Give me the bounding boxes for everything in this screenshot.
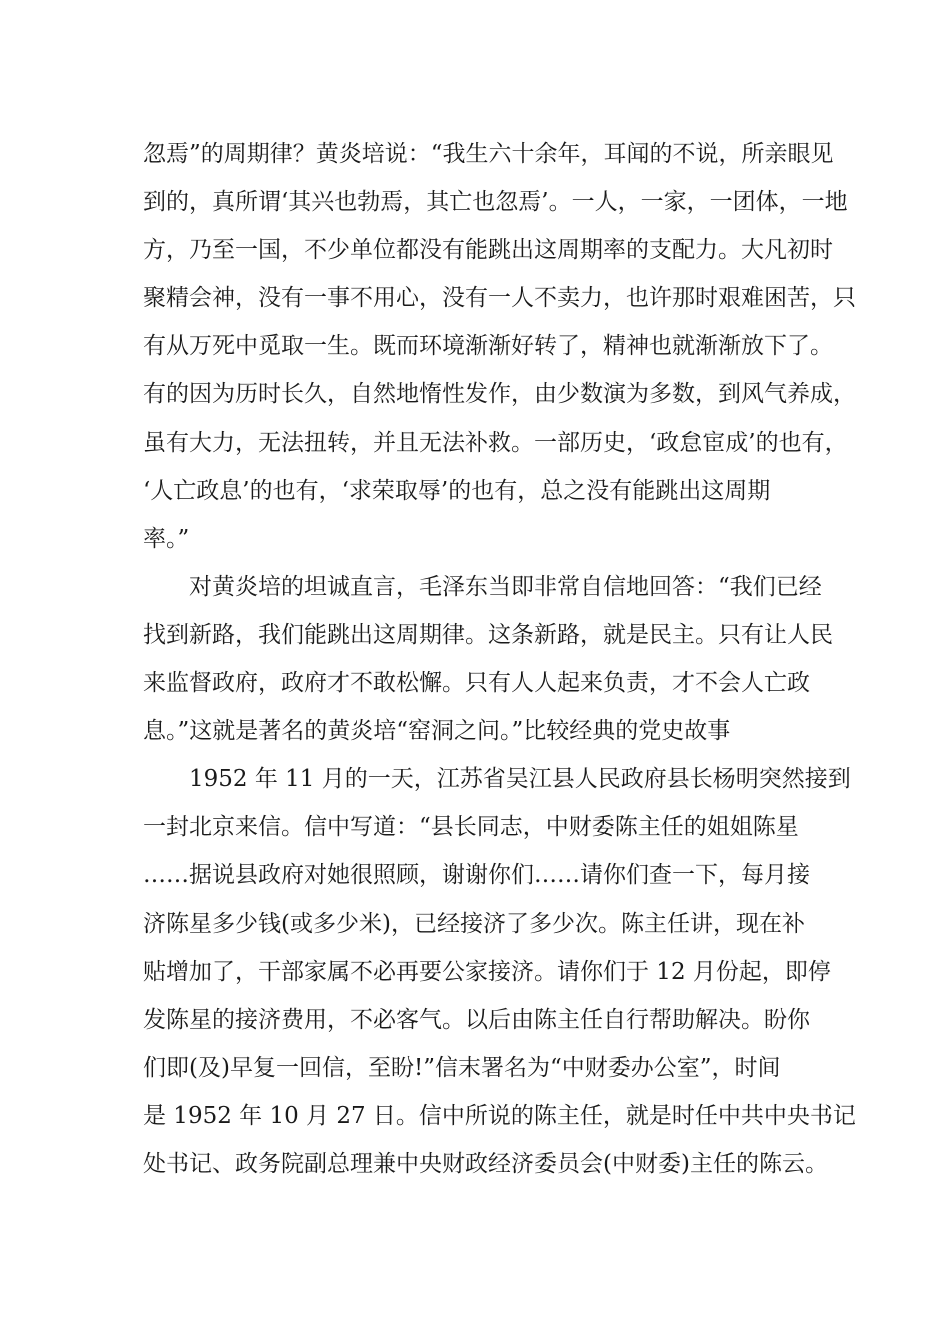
text-line: ……据说县政府对她很照顾，谢谢你们……请你们查一下，每月接 bbox=[143, 862, 810, 889]
text-line: 找到新路，我们能跳出这周期律。这条新路，就是民主。只有让人民 bbox=[143, 621, 833, 648]
text-line: 聚精会神，没有一事不用心，没有一人不卖力，也许那时艰难困苦，只 bbox=[143, 285, 856, 312]
text-line: 是 1952 年 10 月 27 日。信中所说的陈主任，就是时任中共中央书记 bbox=[143, 1102, 856, 1129]
text-line: ‘人亡政息’的也有，‘求荣取辱’的也有，总之没有能跳出这周期 bbox=[143, 477, 771, 504]
text-line: 方，乃至一国，不少单位都没有能跳出这周期率的支配力。大凡初时 bbox=[143, 237, 833, 264]
text-line: 率。” bbox=[143, 525, 190, 552]
text-line: 有从万死中觅取一生。既而环境渐渐好转了，精神也就渐渐放下了。 bbox=[143, 333, 833, 360]
text-line: 息。”这就是著名的黄炎培“窑洞之问。”比较经典的党史故事 bbox=[143, 718, 731, 745]
text-line: 们即(及)早复一回信，至盼!”信末署名为“中财委办公室”，时间 bbox=[143, 1054, 781, 1081]
text-line: 一封北京来信。信中写道：“县长同志，中财委陈主任的姐姐陈星 bbox=[143, 814, 799, 841]
text-line: 1952 年 11 月的一天，江苏省吴江县人民政府县长杨明突然接到 bbox=[189, 766, 851, 793]
text-line: 虽有大力，无法扭转，并且无法补救。一部历史，‘政怠宦成’的也有， bbox=[143, 429, 848, 456]
text-line: 对黄炎培的坦诚直言，毛泽东当即非常自信地回答：“我们已经 bbox=[189, 573, 822, 600]
document-body bbox=[143, 130, 856, 1188]
text-line: 济陈星多少钱(或多少米)，已经接济了多少次。陈主任讲，现在补 bbox=[143, 910, 805, 937]
text-line: 贴增加了，干部家属不必再要公家接济。请你们于 12 月份起，即停 bbox=[143, 958, 831, 985]
text-line: 发陈星的接济费用，不必客气。以后由陈主任自行帮助解决。盼你 bbox=[143, 1006, 810, 1033]
paragraph-zhouqilv bbox=[143, 130, 856, 563]
text-line: 来监督政府，政府才不敢松懈。只有人人起来负责，才不会人亡政 bbox=[143, 670, 810, 697]
text-line: 有的因为历时长久，自然地惰性发作，由少数演为多数，到风气养成， bbox=[143, 381, 856, 408]
text-line: 到的，真所谓‘其兴也勃焉，其亡也忽焉’。一人，一家，一团体，一地 bbox=[143, 189, 848, 216]
text-line: 处书记、政务院副总理兼中央财政经济委员会(中财委)主任的陈云。 bbox=[143, 1150, 828, 1177]
paragraph-chenyun-letter bbox=[143, 755, 856, 1188]
text-line: 忽焉”的周期律？黄炎培说：“我生六十余年，耳闻的不说，所亲眼见 bbox=[143, 141, 834, 167]
paragraph-maozedong-answer bbox=[143, 563, 833, 755]
